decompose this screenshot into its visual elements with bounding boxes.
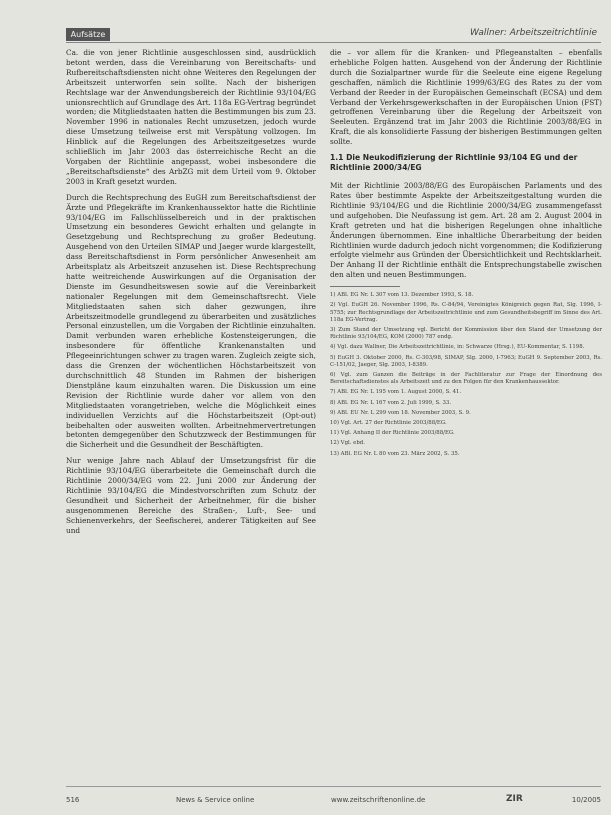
footnote: 5) EuGH 3. Oktober 2000, Rs. C-303/98, SIMAP, Slg. 2000, I-7963; EuGH 9. September 2003, Rs. C-151/02, Jaeger, Slg. 2003, I-8389. [330, 354, 602, 368]
footnote: 3) Zum Stand der Umsetzung vgl. Bericht der Kommission über den Stand der Umsetzung der Richtlinie 93/104/EG, KOM (2000) 787 endg. [330, 326, 602, 341]
page-header [0, 0, 611, 42]
left-column [66, 48, 316, 778]
journal-name: News & Service online [176, 796, 255, 804]
left-paragraph-1: Ca. die von jener Richtlinie ausgeschlossen sind, ausdrücklich betont werden, dass die Vereinbarung von Bereitschafts- und Rufbereitschaftsdiensten nicht ohne Weiteres den Regelungen der Arbeitszeit unterworfen sein sollte. Nach der bisherigen Rechtslage war der Anwendungsbereich der Richtlinie 93/104/EG unionsrechtlich auf Grundlage des Art. 118a EG-Vertrag begründet worden; die Mitgliedstaaten hatten die Bestimmungen bis zum 23. November 1996 in nationales Recht umzusetzen, jedoch wurde diese Umsetzung teilweise erst mit Verspätung vollzogen. Im Hinblick auf die Regelungen des Arbeitszeitgesetzes wurde schließlich im Jahr 2003 das österreichische Recht an die Vorgaben der Richtlinie angepasst, wobei insbesondere die „Bereitschaftsdienste“ des ArbZG mit dem Urteil vom 9. Oktober 2003 in Kraft gesetzt wurden. [66, 48, 316, 186]
issue-number: 10/2005 [571, 796, 601, 804]
footnote: 2) Vgl. EuGH 26. November 1996, Rs. C-84/94, Vereinigtes Königreich gegen Rat, Slg. 1996, I-5755; zur Rechtsgrundlage der Arbeitszeitrichtlinie und zum Gesundheitsbegriff im Sinne des Art. 118a EG-Vertrag. [330, 302, 602, 323]
website-link[interactable]: www.zeitschriftenonline.de [331, 796, 426, 804]
left-paragraph-3: Nur wenige Jahre nach Ablauf der Umsetzungsfrist für die Richtlinie 93/104/EG überarbeitete die Gemeinschaft durch die Richtlinie 2000/34/EG vom 22. Juni 2000 zur Änderung der Richtlinie 93/104/EG die Mindestvorschriften zum Schutz der Gesundheit und Sicherheit der Arbeitnehmer, für die bisher ausgenommenen Bereiche des Straßen-, Luft-, See- und Schienenverkehrs, der Seefischerei, anderer Tätigkeiten auf See und [66, 456, 316, 535]
footnote: 9) ABl. EU Nr. L 299 vom 18. November 2003, S. 9. [330, 409, 471, 416]
footnote-divider [330, 286, 400, 287]
footnote: 12) Vgl. ebd. [330, 440, 365, 447]
footnote: 11) Vgl. Anhang II der Richtlinie 2003/88/EG. [330, 430, 455, 437]
publisher-logo: ZIR [506, 794, 523, 804]
right-column [330, 48, 602, 783]
section-tag: Aufsätze [66, 28, 110, 41]
page-footer [66, 786, 601, 815]
footnote: 4) Vgl. dazu Wallner, Die Arbeitszeitrichtlinie, in: Schwarze (Hrsg.), EU-Kommentar, S. 1198. [330, 344, 585, 351]
footnote: 13) ABl. EG Nr. L 80 vom 23. März 2002, S. 35. [330, 450, 460, 457]
header-divider [66, 42, 601, 43]
footnote: 10) Vgl. Art. 27 der Richtlinie 2003/88/EG. [330, 419, 447, 426]
footnote: 7) ABl. EG Nr. L 195 vom 1. August 2000, S. 41. [330, 389, 462, 396]
running-title: Wallner: Arbeitszeitrichtlinie [470, 28, 597, 38]
page-number: 516 [66, 796, 80, 804]
right-paragraph-1: die – vor allem für die Kranken- und Pflegeanstalten – ebenfalls erhebliche Folgen hatten. Ausgehend von der Änderung der Richtlinie durch die Sozialpartner wurde für die Seeleute eine eigene Regelung geschaffen, nämlich die Richtlinie 1999/63/EG des Rates zu der vom Verband der Reeder in der Europäischen Gemeinschaft (ECSA) und dem Verband der Verkehrsgewerkschaften in der Europäischen Union (FST) getroffenen Vereinbarung über die Regelung der Arbeitszeit von Seeleuten. Ergänzend trat im Jahr 2003 die Richtlinie 2003/88/EG in Kraft, die als konsolidierte Fassung der bisherigen Bestimmungen gelten sollte. [330, 48, 602, 147]
section-heading: 1.1 Die Neukodifizierung der Richtlinie 93/104 EG und der Richtlinie 2000/34/EG [330, 153, 578, 173]
left-paragraph-2: Durch die Rechtsprechung des EuGH zum Bereitschaftsdienst der Ärzte und Pflegekräfte im Krankenhaussektor hatte die Richtlinie 93/104/EG im Fallschlüsselbereich und in der praktischen Umsetzung ein besonderes Gewicht erhalten und gelangte in Gesetzgebung und Rechtsprechung zu großer Bedeutung. Ausgehend von den Urteilen SIMAP und Jaeger wurde klargestellt, dass Bereitschaftsdienst in Form persönlicher Anwesenheit am Arbeitsplatz als Arbeitszeit anzusehen ist. Diese Rechtsprechung hatte weitreichende Auswirkungen auf die Organisation der Dienste im Gesundheitswesen sowie auf die Vereinbarkeit nationaler Regelungen mit dem Gemeinschaftsrecht. Viele Mitgliedstaaten sahen sich daher gezwungen, ihre Arbeitszeitmodelle grundlegend zu überarbeiten und zusätzliches Personal einzustellen, um die Vorgaben der Richtlinie einzuhalten. Damit verbunden waren erhebliche Kostensteigerungen, die insbesondere für öffentliche Krankenanstalten und Pflegeeinrichtungen schwer zu tragen waren. Zugleich zeigte sich, dass die Grenzen der wöchentlichen Höchstarbeitszeit von durchschnittlich 48 Stunden im Rahmen der bisherigen Dienstpläne kaum einzuhalten waren. Die Diskussion um eine Revision der Richtlinie wurde daher vor allem von den Mitgliedstaaten vorangetrieben, welche die Möglichkeit eines individuellen Verzichts auf die Höchstarbeitszeit (Opt-out) beibehalten oder ausweiten wollten. Arbeitnehmervertretungen betonten demgegenüber den Schutzzweck der Bestimmungen für die Sicherheit und die Gesundheit der Beschäftigten. [66, 192, 316, 450]
footnote: 1) ABl. EG Nr. L 307 vom 13. Dezember 1993, S. 18. [330, 292, 474, 299]
footnotes-list [330, 292, 602, 458]
footnote: 8) ABl. EG Nr. L 167 vom 2. Juli 1999, S. 33. [330, 399, 452, 406]
section-paragraph-1: Mit der Richtlinie 2003/88/EG des Europäischen Parlaments und des Rates über bestimmte Aspekte der Arbeitszeitgestaltung wurden die Richtlinie 93/104/EG und die Richtlinie 2000/34/EG zusammengefasst und aufgehoben. Die Neufassung ist gem. Art. 28 am 2. August 2004 in Kraft getreten und hat die bisherigen Regelungen ohne inhaltliche Änderungen übernommen. Eine inhaltliche Überarbeitung der beiden Richtlinien wurde dadurch jedoch nicht vorgenommen; die Kodifizierung erfolgte vielmehr aus Gründen der Übersichtlichkeit und Rechtsklarheit. Der Anhang II der Richtlinie enthält die Entsprechungstabelle zwischen den alten und neuen Bestimmungen. [330, 181, 602, 280]
footnote: 6) Vgl. zum Ganzen die Beiträge in der Fachliteratur zur Frage der Einordnung des Bereitschaftsdienstes als Arbeitszeit und zu den Folgen für den Krankenhaussektor. [330, 371, 602, 386]
